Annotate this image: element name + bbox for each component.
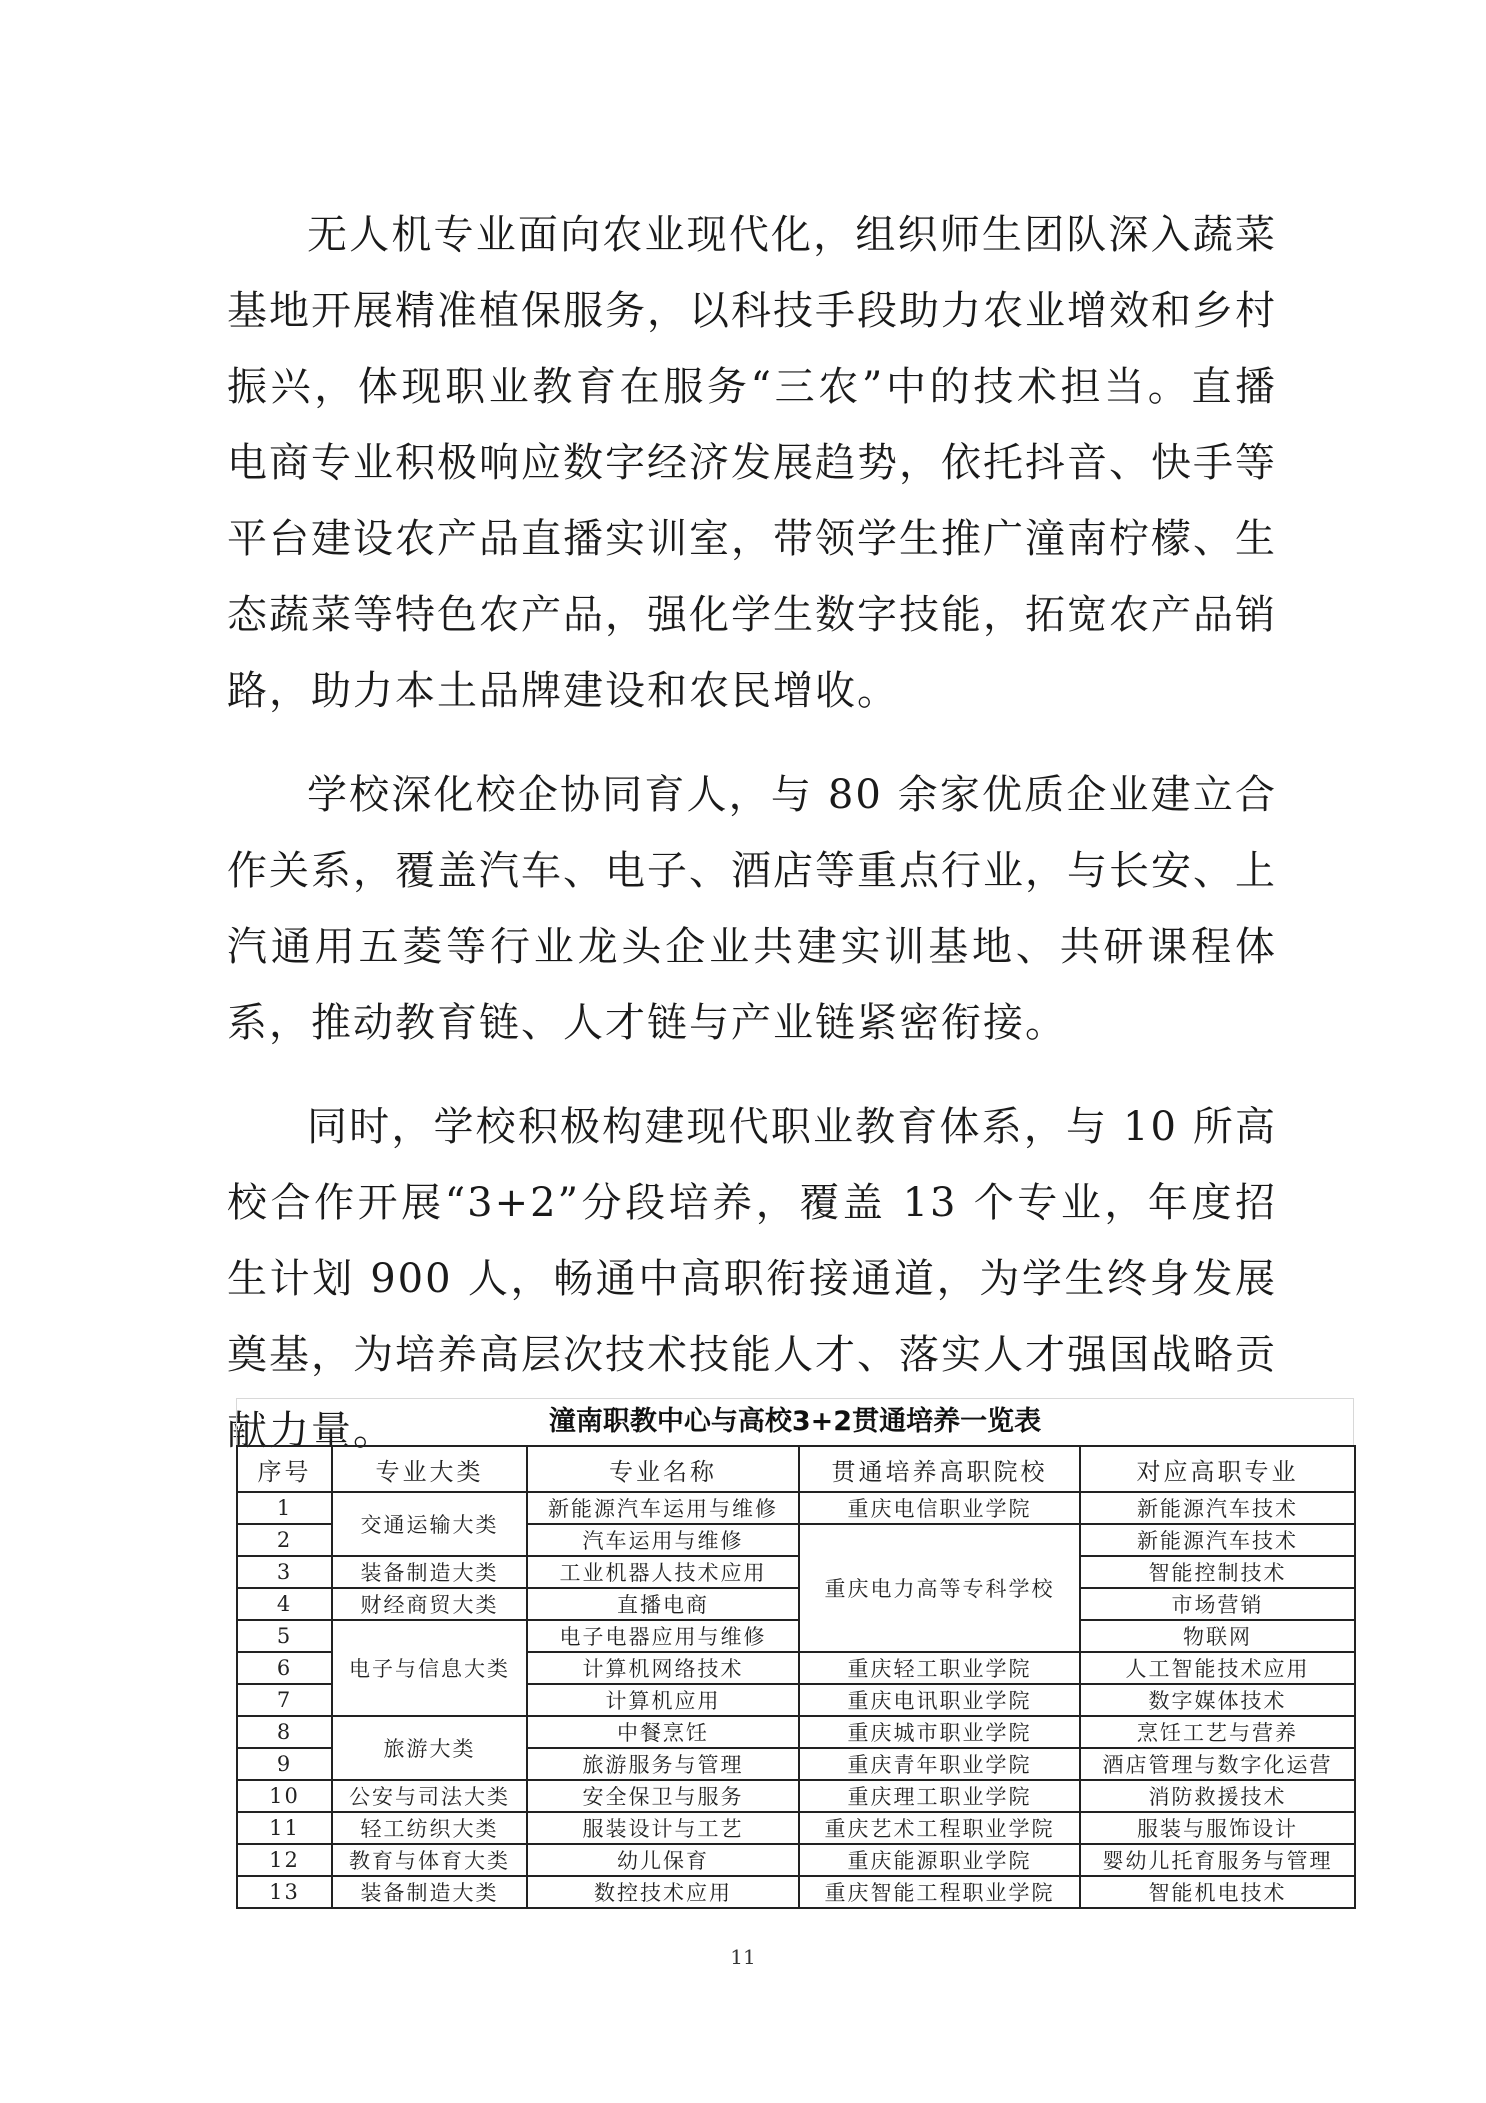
cell-target: 人工智能技术应用 [1080, 1652, 1355, 1684]
cell-no: 9 [237, 1748, 332, 1780]
body-text [227, 197, 1277, 1497]
table-header-row [237, 1446, 1355, 1492]
cell-no: 5 [237, 1620, 332, 1652]
cell-no: 13 [237, 1876, 332, 1908]
cell-category: 装备制造大类 [332, 1556, 527, 1588]
cell-major: 电子电器应用与维修 [527, 1620, 799, 1652]
table-title: 潼南职教中心与高校3+2贯通培养一览表 [236, 1398, 1354, 1445]
paragraph-school-enterprise: 学校深化校企协同育人，与 80 余家优质企业建立合作关系，覆盖汽车、电子、酒店等重点行业，与长安、上汽通用五菱等行业龙头企业共建实训基地、共研课程体系，推动教育链、人才链与产业链紧密衔接。 [227, 772, 1277, 1046]
training-table [236, 1398, 1354, 1909]
cell-college: 重庆电信职业学院 [799, 1492, 1080, 1524]
cell-college: 重庆青年职业学院 [799, 1748, 1080, 1780]
table-row [237, 1780, 1355, 1812]
cell-target: 酒店管理与数字化运营 [1080, 1748, 1355, 1780]
cell-major: 工业机器人技术应用 [527, 1556, 799, 1588]
cell-major: 汽车运用与维修 [527, 1524, 799, 1556]
cell-no: 11 [237, 1812, 332, 1844]
header-target: 对应高职专业 [1080, 1446, 1355, 1492]
cell-college: 重庆电讯职业学院 [799, 1684, 1080, 1716]
cell-college: 重庆城市职业学院 [799, 1716, 1080, 1748]
table-row [237, 1492, 1355, 1524]
cell-no: 7 [237, 1684, 332, 1716]
cell-college: 重庆智能工程职业学院 [799, 1876, 1080, 1908]
cell-target: 新能源汽车技术 [1080, 1524, 1355, 1556]
cell-college: 重庆艺术工程职业学院 [799, 1812, 1080, 1844]
paragraph-drone-ecommerce: 无人机专业面向农业现代化，组织师生团队深入蔬菜基地开展精准植保服务，以科技手段助力农业增效和乡村振兴，体现职业教育在服务“三农”中的技术担当。直播电商专业积极响应数字经济发展趋势，依托抖音、快手等平台建设农产品直播实训室，带领学生推广潼南柠檬、生态蔬菜等特色农产品，强化学生数字技能，拓宽农产品销路，助力本土品牌建设和农民增收。 [227, 212, 1277, 714]
cell-category: 电子与信息大类 [332, 1620, 527, 1716]
cell-target: 婴幼儿托育服务与管理 [1080, 1844, 1355, 1876]
header-category: 专业大类 [332, 1446, 527, 1492]
cell-major: 直播电商 [527, 1588, 799, 1620]
page-number: 11 [730, 1945, 756, 1969]
table-row [237, 1620, 1355, 1652]
cell-target: 新能源汽车技术 [1080, 1492, 1355, 1524]
table-row [237, 1876, 1355, 1908]
cell-college: 重庆轻工职业学院 [799, 1652, 1080, 1684]
cell-category: 轻工纺织大类 [332, 1812, 527, 1844]
header-college: 贯通培养高职院校 [799, 1446, 1080, 1492]
cell-no: 8 [237, 1716, 332, 1748]
cell-no: 1 [237, 1492, 332, 1524]
cell-college: 重庆理工职业学院 [799, 1780, 1080, 1812]
cell-category: 公安与司法大类 [332, 1780, 527, 1812]
table-row [237, 1556, 1355, 1588]
cell-category: 教育与体育大类 [332, 1844, 527, 1876]
cell-college: 重庆能源职业学院 [799, 1844, 1080, 1876]
cell-target: 烹饪工艺与营养 [1080, 1716, 1355, 1748]
cell-category: 交通运输大类 [332, 1492, 527, 1556]
cell-major: 新能源汽车运用与维修 [527, 1492, 799, 1524]
header-major: 专业名称 [527, 1446, 799, 1492]
table-row [237, 1716, 1355, 1748]
table-grid [236, 1445, 1356, 1909]
cell-category: 旅游大类 [332, 1716, 527, 1780]
table-row [237, 1588, 1355, 1620]
cell-major: 中餐烹饪 [527, 1716, 799, 1748]
cell-no: 3 [237, 1556, 332, 1588]
cell-major: 旅游服务与管理 [527, 1748, 799, 1780]
cell-major: 数控技术应用 [527, 1876, 799, 1908]
cell-major: 计算机应用 [527, 1684, 799, 1716]
cell-no: 4 [237, 1588, 332, 1620]
cell-no: 2 [237, 1524, 332, 1556]
cell-target: 消防救援技术 [1080, 1780, 1355, 1812]
header-no: 序号 [237, 1446, 332, 1492]
table-row [237, 1812, 1355, 1844]
cell-target: 物联网 [1080, 1620, 1355, 1652]
cell-college: 重庆电力高等专科学校 [799, 1524, 1080, 1652]
cell-target: 数字媒体技术 [1080, 1684, 1355, 1716]
cell-target: 智能机电技术 [1080, 1876, 1355, 1908]
paragraph-3plus2: 同时，学校积极构建现代职业教育体系，与 10 所高校合作开展“3+2”分段培养，覆盖 13 个专业，年度招生计划 900 人，畅通中高职衔接通道，为学生终身发展奠基，为培养高层次技术技能人才、落实人才强国战略贡献力量。 [227, 1104, 1277, 1454]
cell-no: 10 [237, 1780, 332, 1812]
cell-target: 智能控制技术 [1080, 1556, 1355, 1588]
cell-major: 计算机网络技术 [527, 1652, 799, 1684]
table-row [237, 1844, 1355, 1876]
cell-target: 服装与服饰设计 [1080, 1812, 1355, 1844]
cell-major: 服装设计与工艺 [527, 1812, 799, 1844]
cell-category: 装备制造大类 [332, 1876, 527, 1908]
cell-no: 6 [237, 1652, 332, 1684]
cell-major: 安全保卫与服务 [527, 1780, 799, 1812]
cell-category: 财经商贸大类 [332, 1588, 527, 1620]
cell-no: 12 [237, 1844, 332, 1876]
cell-target: 市场营销 [1080, 1588, 1355, 1620]
cell-major: 幼儿保育 [527, 1844, 799, 1876]
